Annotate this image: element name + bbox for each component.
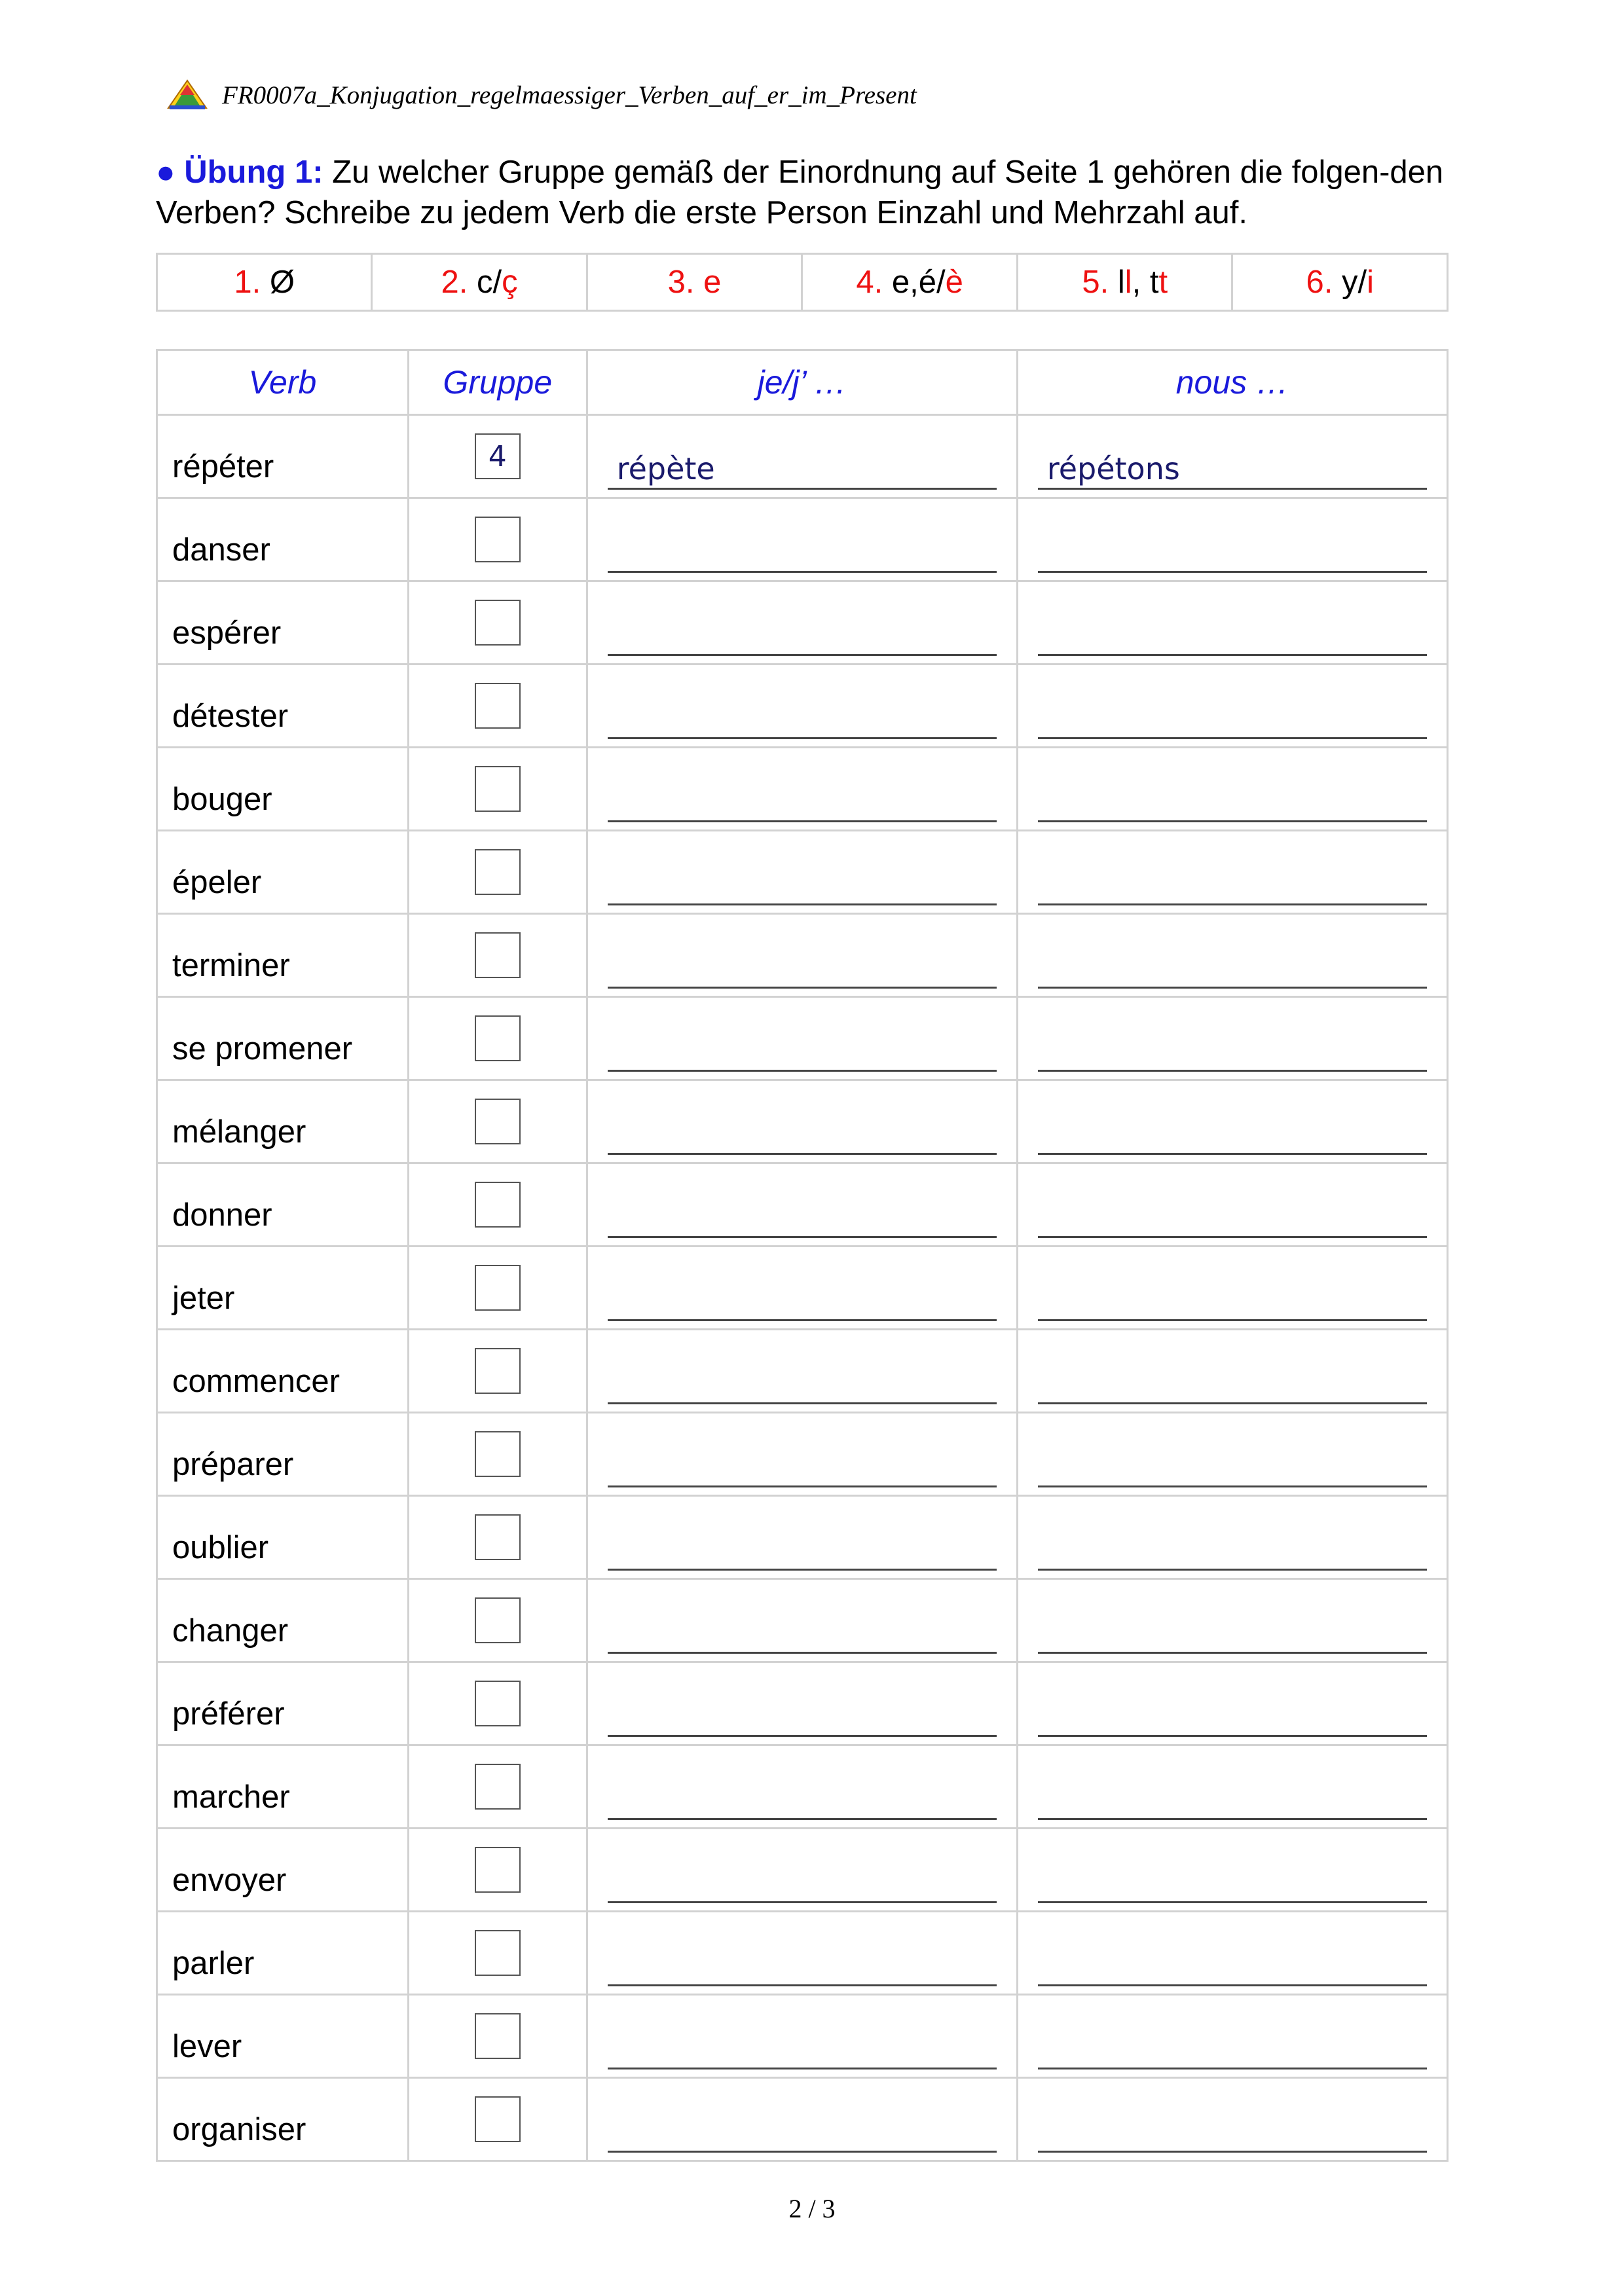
group-ending: e [703, 264, 722, 300]
nous-answer-line[interactable] [1038, 1024, 1427, 1072]
group-answer-box[interactable] [475, 1681, 521, 1726]
group-answer-box[interactable]: 4 [475, 433, 521, 479]
table-row [157, 415, 1448, 498]
nous-answer-line[interactable] [1038, 1440, 1427, 1487]
table-row [157, 831, 1448, 914]
verb-cell: détester [157, 665, 409, 748]
group-ending: y [1341, 264, 1358, 300]
group-cell [372, 254, 587, 311]
nous-cell [1017, 1829, 1447, 1912]
nous-answer-line[interactable] [1038, 1190, 1427, 1238]
verb-cell: épeler [157, 831, 409, 914]
je-answer-line[interactable] [608, 1273, 997, 1321]
page-number: 2 / 3 [788, 2194, 836, 2223]
group-answer-box[interactable] [475, 1764, 521, 1810]
group-cell [408, 2078, 587, 2161]
group-answer-box[interactable] [475, 1015, 521, 1061]
table-row [157, 1496, 1448, 1579]
verb-cell: préférer [157, 1662, 409, 1745]
je-cell [587, 665, 1017, 748]
group-cell [408, 665, 587, 748]
group-answer-box[interactable] [475, 849, 521, 895]
nous-answer-line[interactable] [1038, 858, 1427, 905]
group-number: 3. [667, 264, 695, 300]
group-cell [408, 1496, 587, 1579]
je-answer-line[interactable] [608, 1855, 997, 1903]
verb-cell: marcher [157, 1745, 409, 1829]
verb-cell: mélanger [157, 1080, 409, 1163]
group-cell [1018, 254, 1232, 311]
table-row [157, 581, 1448, 665]
nous-answer-line[interactable] [1038, 1523, 1427, 1571]
group-ending: / [936, 264, 946, 300]
je-cell [587, 831, 1017, 914]
group-answer-box[interactable] [475, 2013, 521, 2059]
verb-table-header [157, 350, 1448, 415]
table-row [157, 1829, 1448, 1912]
table-row [157, 1413, 1448, 1496]
group-answer-box[interactable] [475, 1099, 521, 1144]
verb-cell: espérer [157, 581, 409, 665]
nous-answer-line[interactable] [1038, 2022, 1427, 2069]
nous-answer-line[interactable] [1038, 608, 1427, 656]
nous-answer-line[interactable] [1038, 1855, 1427, 1903]
je-cell [587, 1745, 1017, 1829]
group-ending: i [1367, 264, 1374, 300]
je-cell [587, 1995, 1017, 2078]
group-cell [408, 415, 587, 498]
verb-cell: lever [157, 1995, 409, 2078]
header-nous: nous … [1017, 350, 1447, 415]
group-answer-box[interactable] [475, 2096, 521, 2142]
je-cell [587, 1579, 1017, 1662]
je-answer-line[interactable] [608, 608, 997, 656]
verb-cell: oublier [157, 1496, 409, 1579]
group-cell [802, 254, 1018, 311]
page-header [167, 75, 917, 115]
group-ending: , [1132, 264, 1150, 300]
group-ending: è [945, 264, 963, 300]
je-cell [587, 581, 1017, 665]
nous-cell [1017, 997, 1447, 1080]
group-cell [408, 1247, 587, 1330]
je-answer-line[interactable] [608, 1606, 997, 1654]
je-answer-line[interactable] [608, 525, 997, 573]
je-answer-line[interactable] [608, 774, 997, 822]
je-answer-line[interactable] [608, 1107, 997, 1155]
group-ending: l [1124, 264, 1132, 300]
group-legend-table [156, 253, 1449, 312]
verb-cell: bouger [157, 748, 409, 831]
je-answer-line[interactable] [608, 1024, 997, 1072]
group-cell [408, 498, 587, 581]
verb-cell: danser [157, 498, 409, 581]
table-row [157, 498, 1448, 581]
nous-cell [1017, 1247, 1447, 1330]
verb-cell: commencer [157, 1330, 409, 1413]
je-answer: répète [616, 450, 715, 486]
nous-cell [1017, 1080, 1447, 1163]
nous-answer-line[interactable] [1038, 1689, 1427, 1737]
exercise-instructions [156, 152, 1466, 233]
verb-cell: changer [157, 1579, 409, 1662]
group-ending: e,é [891, 264, 936, 300]
nous-cell [1017, 665, 1447, 748]
je-answer-line[interactable] [608, 1357, 997, 1404]
je-cell [587, 748, 1017, 831]
group-cell [587, 254, 802, 311]
nous-answer-line[interactable] [1038, 1939, 1427, 1986]
group-answer-box[interactable] [475, 1847, 521, 1893]
nous-answer-line[interactable] [1038, 941, 1427, 989]
je-cell [587, 1247, 1017, 1330]
je-answer-line[interactable] [608, 941, 997, 989]
group-number: 5. [1082, 264, 1109, 300]
nous-answer-line[interactable] [1038, 774, 1427, 822]
je-answer-line[interactable] [608, 1772, 997, 1820]
exercise-text: Zu welcher Gruppe gemäß der Einordnung auf Seite 1 gehören die folgen-den Verben? Schreibe zu jedem Verb die erste Person Einzahl und Mehrzahl auf. [156, 155, 1444, 230]
bullet-icon: ● [156, 155, 175, 190]
verb-cell: préparer [157, 1413, 409, 1496]
je-answer-line[interactable] [608, 1689, 997, 1737]
group-cell [408, 1413, 587, 1496]
group-cell [408, 748, 587, 831]
nous-cell [1017, 1745, 1447, 1829]
verb-cell: répéter [157, 415, 409, 498]
je-answer-line[interactable] [608, 2105, 997, 2153]
nous-answer-line[interactable] [1038, 442, 1427, 490]
nous-cell [1017, 1995, 1447, 2078]
group-cell [408, 1995, 587, 2078]
table-row [157, 2078, 1448, 2161]
group-answer-box[interactable] [475, 1265, 521, 1311]
header-verb: Verb [157, 350, 409, 415]
group-cell [1232, 254, 1448, 311]
nous-cell [1017, 748, 1447, 831]
group-answer-box[interactable] [475, 1348, 521, 1394]
group-answer-box[interactable] [475, 1930, 521, 1976]
document-filename: FR0007a_Konjugation_regelmaessiger_Verben_auf_er_im_Present [222, 81, 917, 109]
nous-answer-line[interactable] [1038, 1107, 1427, 1155]
table-row [157, 1662, 1448, 1745]
verb-cell: envoyer [157, 1829, 409, 1912]
group-cell [408, 1330, 587, 1413]
nous-answer-line[interactable] [1038, 2105, 1427, 2153]
verb-cell: se promener [157, 997, 409, 1080]
group-cell [408, 1080, 587, 1163]
nous-answer-line[interactable] [1038, 1357, 1427, 1404]
verb-table [156, 349, 1449, 2162]
table-row [157, 1995, 1448, 2078]
je-answer-line[interactable] [608, 2022, 997, 2069]
table-row [157, 1330, 1448, 1413]
group-cell [157, 254, 372, 311]
group-ending: t [1149, 264, 1159, 300]
nous-cell [1017, 1163, 1447, 1247]
je-cell [587, 2078, 1017, 2161]
group-cell [408, 1829, 587, 1912]
group-ending: / [1357, 264, 1367, 300]
group-answer-box[interactable] [475, 1597, 521, 1643]
je-cell [587, 1163, 1017, 1247]
group-cell [408, 914, 587, 997]
group-ending: t [1158, 264, 1168, 300]
group-ending: Ø [269, 264, 295, 300]
table-row [157, 1247, 1448, 1330]
nous-cell [1017, 1912, 1447, 1995]
table-row [157, 1579, 1448, 1662]
nous-cell [1017, 1496, 1447, 1579]
je-cell [587, 997, 1017, 1080]
je-answer-line[interactable] [608, 691, 997, 739]
header-je: je/j’ … [587, 350, 1017, 415]
je-cell [587, 1829, 1017, 1912]
nous-answer: répétons [1046, 450, 1180, 486]
nous-cell [1017, 415, 1447, 498]
je-cell [587, 1662, 1017, 1745]
verb-cell: organiser [157, 2078, 409, 2161]
group-cell [408, 997, 587, 1080]
table-row [157, 1745, 1448, 1829]
nous-cell [1017, 831, 1447, 914]
group-answer-box[interactable] [475, 600, 521, 646]
group-cell [408, 1912, 587, 1995]
table-row [157, 997, 1448, 1080]
table-row [157, 748, 1448, 831]
group-ending: / [492, 264, 502, 300]
header-group: Gruppe [408, 350, 587, 415]
nous-answer-line[interactable] [1038, 1273, 1427, 1321]
group-number: 1. [234, 264, 261, 300]
verb-cell: donner [157, 1163, 409, 1247]
je-answer-line[interactable] [608, 1939, 997, 1986]
group-number: 4. [856, 264, 883, 300]
group-ending: l [1117, 264, 1125, 300]
group-cell [408, 1579, 587, 1662]
group-legend-row [157, 254, 1448, 311]
group-cell [408, 831, 587, 914]
group-answer-box[interactable] [475, 683, 521, 729]
je-cell [587, 415, 1017, 498]
je-cell [587, 1080, 1017, 1163]
verb-cell: terminer [157, 914, 409, 997]
verb-cell: jeter [157, 1247, 409, 1330]
je-answer-line[interactable] [608, 442, 997, 490]
je-answer-line[interactable] [608, 1190, 997, 1238]
verb-cell: parler [157, 1912, 409, 1995]
group-cell [408, 1163, 587, 1247]
group-answer-box[interactable] [475, 517, 521, 562]
je-cell [587, 498, 1017, 581]
je-cell [587, 914, 1017, 997]
nous-cell [1017, 914, 1447, 997]
group-number: 6. [1306, 264, 1333, 300]
table-row [157, 914, 1448, 997]
table-row [157, 1912, 1448, 1995]
group-number: 2. [441, 264, 468, 300]
nous-answer-line[interactable] [1038, 691, 1427, 739]
je-cell [587, 1496, 1017, 1579]
group-answer-box[interactable] [475, 1431, 521, 1477]
nous-answer-line[interactable] [1038, 1606, 1427, 1654]
nous-cell [1017, 1579, 1447, 1662]
nous-cell [1017, 1662, 1447, 1745]
group-answer-box[interactable] [475, 1182, 521, 1228]
je-cell [587, 1413, 1017, 1496]
nous-answer-line[interactable] [1038, 1772, 1427, 1820]
nous-cell [1017, 1413, 1447, 1496]
logo-icon [167, 79, 208, 111]
je-cell [587, 1330, 1017, 1413]
group-answer-box[interactable] [475, 932, 521, 978]
nous-cell [1017, 1330, 1447, 1413]
group-answer-box[interactable] [475, 766, 521, 812]
group-cell [408, 1745, 587, 1829]
group-cell [408, 581, 587, 665]
nous-cell [1017, 498, 1447, 581]
exercise-label: Übung 1: [184, 155, 323, 190]
group-cell [408, 1662, 587, 1745]
table-row [157, 665, 1448, 748]
table-row [157, 1163, 1448, 1247]
je-answer-line[interactable] [608, 1523, 997, 1571]
nous-answer-line[interactable] [1038, 525, 1427, 573]
nous-cell [1017, 2078, 1447, 2161]
nous-cell [1017, 581, 1447, 665]
group-ending: ç [502, 264, 518, 300]
group-answer-box[interactable] [475, 1514, 521, 1560]
table-row [157, 1080, 1448, 1163]
je-answer-line[interactable] [608, 858, 997, 905]
group-ending: c [477, 264, 493, 300]
je-cell [587, 1912, 1017, 1995]
je-answer-line[interactable] [608, 1440, 997, 1487]
